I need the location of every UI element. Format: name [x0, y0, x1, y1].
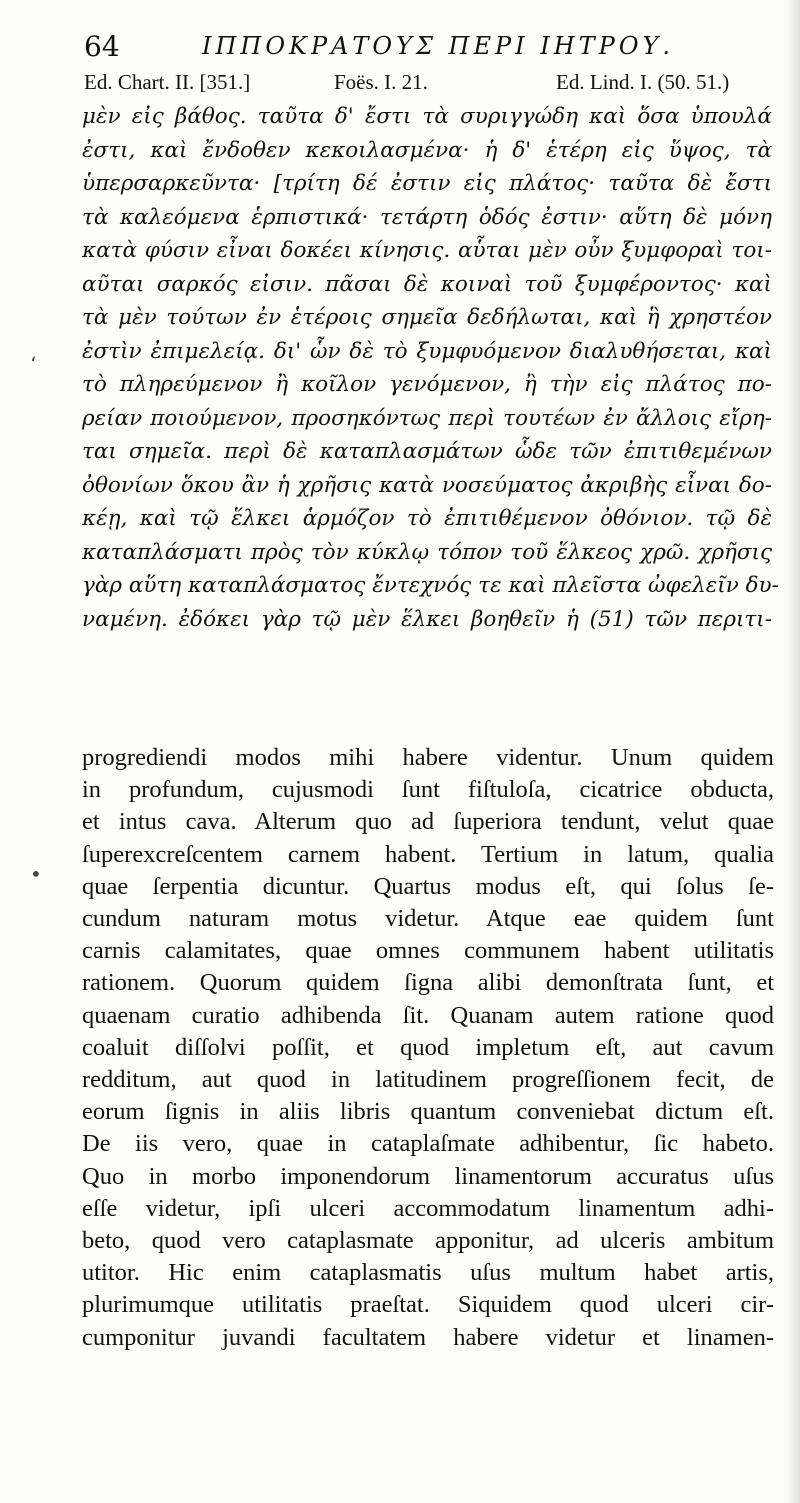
- running-head: ΙΠΠΟΚΡΑΤΟΥΣ ΠΕΡΙ ΙΗΤΡΟΥ.: [202, 32, 674, 60]
- latin-line: in profundum, cujusmodi ſunt fiſtuloſa, cicatrice obducta,: [82, 776, 774, 804]
- latin-translation-block: [82, 742, 774, 1354]
- greek-line: ναμένη. ἐδόκει γὰρ τῷ μὲν ἕλκει βοηθεῖν ἡ (51) τῶν περιτι-: [82, 606, 772, 632]
- margin-mark: ʻ: [30, 352, 37, 376]
- greek-line: ἐστι, καὶ ἔνδοθεν κεκοιλασμένα· ἡ δ' ἑτέρη εἰς ὕψος, τὰ: [82, 137, 772, 163]
- greek-line: τὸ πληρεύμενον ἢ κοῖλον γενόμενον, ἢ τὴν εἰς πλάτος πο-: [82, 372, 772, 397]
- page-header: [84, 22, 774, 66]
- greek-line: ται σημεῖα. περὶ δὲ καταπλασμάτων ὧδε τῶν ἐπιτιθεμένων: [82, 439, 772, 464]
- greek-line: ρείαν ποιούμενον, προσηκόντως περὶ τουτέων ἐν ἄλλοις εἴρη-: [82, 405, 772, 431]
- greek-line: ἐστὶν ἐπιμελείᾳ. δι' ὧν δὲ τὸ ξυμφυόμενον διαλυθήσεται, καὶ: [82, 338, 772, 364]
- latin-line: Quo in morbo imponendorum linamentorum accuratus uſus: [82, 1162, 774, 1190]
- greek-line: κατὰ φύσιν εἶναι δοκέει κίνησις. αὗται μὲν οὖν ξυμφοραὶ τοι-: [82, 238, 772, 263]
- greek-line: μὲν εἰς βάθος. ταῦτα δ' ἔστι τὰ συριγγώδη καὶ ὅσα ὑπουλά: [82, 104, 772, 129]
- greek-line: κέῃ, καὶ τῷ ἕλκει ἁρμόζον τὸ ἐπιτιθέμενον ὀθόνιον. τῷ δὲ: [82, 506, 772, 531]
- latin-line: rationem. Quorum quidem ſigna alibi demonſtrata ſunt, et: [82, 969, 774, 997]
- margin-mark: •: [30, 862, 42, 886]
- latin-line: progrediendi modos mihi habere videntur. Unum quidem: [82, 744, 774, 771]
- edition-chart-ref: Ed. Chart. II. [351.]: [84, 70, 251, 94]
- page-edge-shadow: [786, 0, 800, 1503]
- page-number: 64: [84, 30, 120, 63]
- latin-line: coaluit diſſolvi poſſit, et quod impletum eſt, aut cavum: [82, 1033, 774, 1061]
- edition-foes-ref: Foës. I. 21.: [334, 70, 428, 94]
- latin-line: utitor. Hic enim cataplasmatis uſus multum habet artis,: [82, 1259, 774, 1287]
- latin-line: carnis calamitates, quae omnes communem habent utilitatis: [82, 937, 774, 965]
- latin-line: redditum, aut quod in latitudinem progreſſionem fecit, de: [82, 1066, 774, 1094]
- greek-line: τὰ καλεόμενα ἑρπιστικά· τετάρτη ὁδός ἐστιν· αὕτη δὲ μόνη: [82, 204, 772, 230]
- latin-line: beto, quod vero cataplasmate apponitur, ad ulceris ambitum: [82, 1227, 774, 1255]
- latin-line: De iis vero, quae in cataplaſmate adhibentur, ſic habeto.: [82, 1130, 774, 1158]
- latin-line: ſuperexcreſcentem carnem habent. Tertium in latum, qualia: [82, 840, 774, 868]
- latin-line: plurimumque utilitatis praeſtat. Siquidem quod ulceri cir-: [82, 1291, 774, 1319]
- greek-line: ὀθονίων ὅκου ἂν ἡ χρῆσις κατὰ νοσεύματος ἀκριβὴς εἶναι δο-: [82, 472, 772, 498]
- latin-line: eorum ſignis in aliis libris quantum conveniebat dictum eſt.: [82, 1098, 774, 1126]
- greek-line: καταπλάσματι πρὸς τὸν κύκλῳ τόπον τοῦ ἕλκεος χρῶ. χρῆσις: [82, 539, 772, 565]
- latin-line: cumponitur juvandi facultatem habere videtur et linamen-: [82, 1323, 774, 1351]
- edition-lind-ref: Ed. Lind. I. (50. 51.): [556, 70, 730, 94]
- greek-line: τὰ μὲν τούτων ἐν ἑτέροις σημεῖα δεδήλωται, καὶ ἣ χρηστέον: [82, 305, 772, 330]
- latin-line: et intus cava. Alterum quo ad ſuperiora tendunt, velut quae: [82, 808, 774, 836]
- latin-line: eſſe videtur, ipſi ulceri accommodatum linamentum adhi-: [82, 1194, 774, 1222]
- greek-line: ὑπερσαρκεῦντα· [τρίτη δέ ἐστιν εἰς πλάτος· ταῦτα δὲ ἔστι: [82, 171, 772, 196]
- greek-text-block: [82, 100, 779, 636]
- latin-line: cundum naturam motus videtur. Atque eae quidem ſunt: [82, 905, 774, 933]
- latin-line: quae ſerpentia dicuntur. Quartus modus eſt, qui ſolus ſe-: [82, 872, 774, 900]
- greek-line: αῦται σαρκός εἰσιν. πᾶσαι δὲ κοιναὶ τοῦ ξυμφέροντος· καὶ: [82, 271, 772, 297]
- greek-line: γὰρ αὕτη καταπλάσματος ἔντεχνός τε καὶ πλεῖστα ὠφελεῖν δυ-: [82, 573, 779, 598]
- latin-line: quaenam curatio adhibenda ſit. Quanam autem ratione quod: [82, 1001, 774, 1029]
